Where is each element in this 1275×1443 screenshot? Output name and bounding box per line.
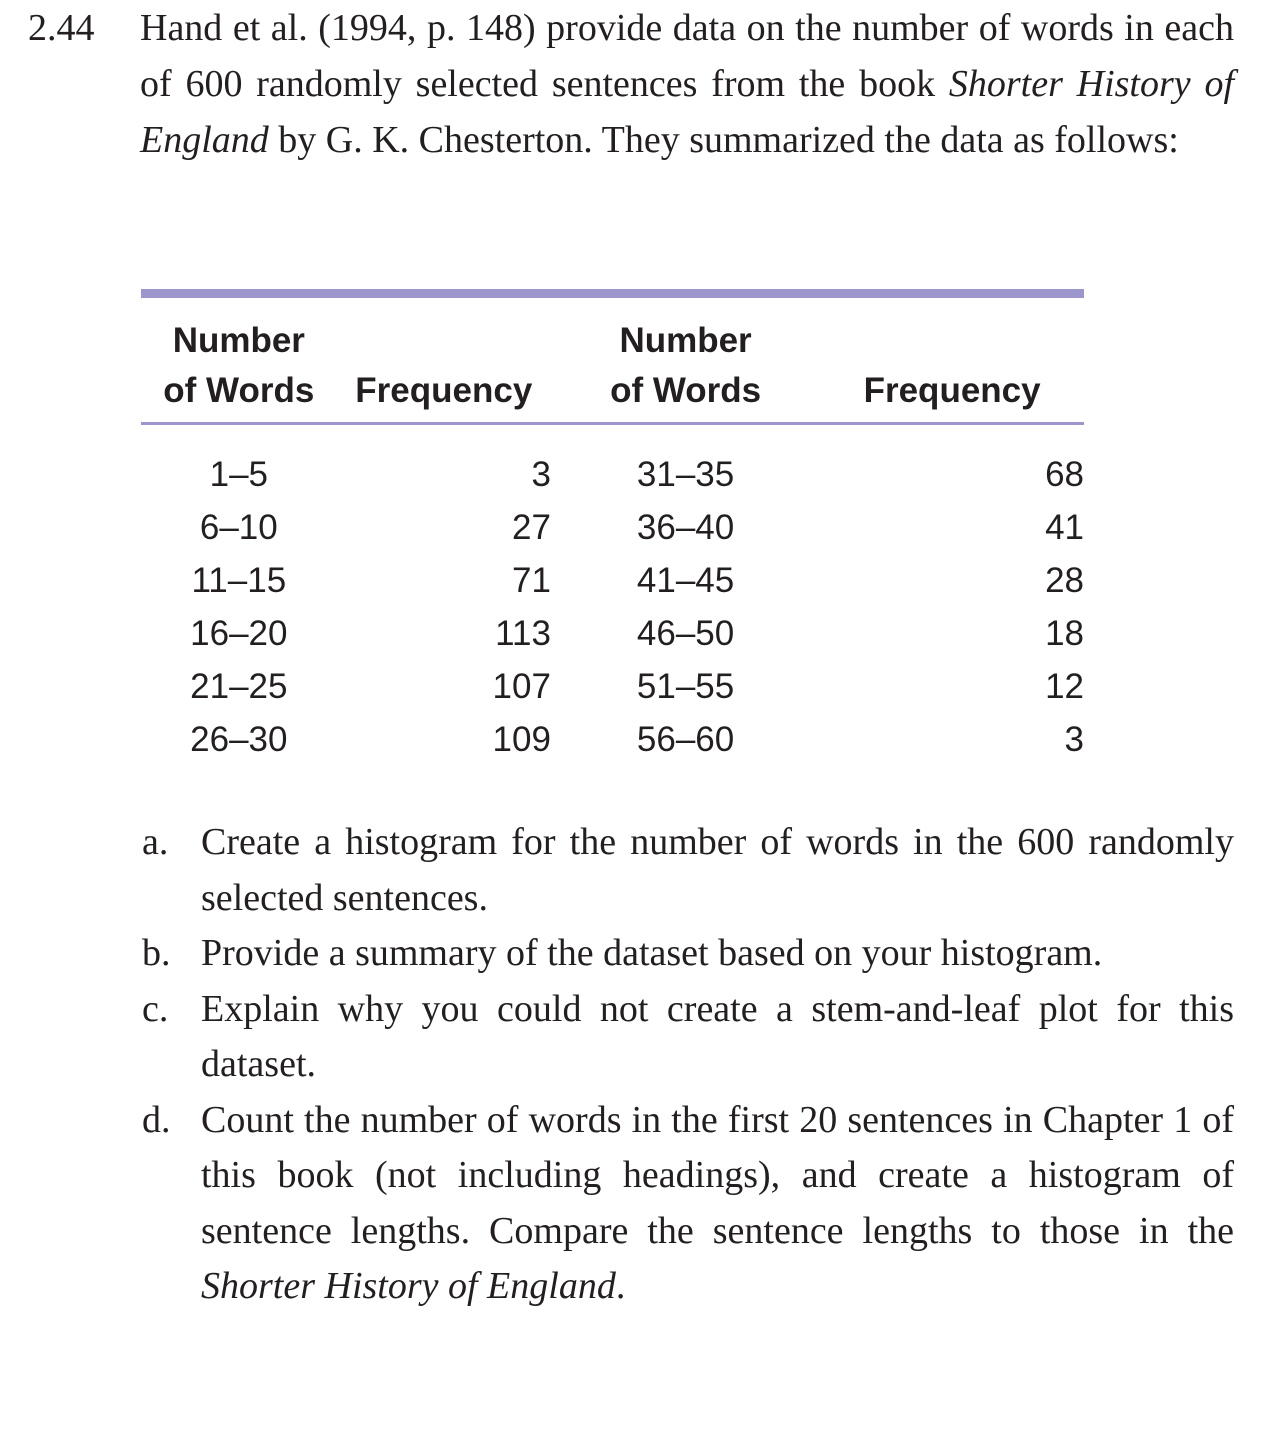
frequency-cell: 3 (531, 455, 551, 494)
frequency-cell: 28 (1045, 561, 1084, 600)
header-number-of-words-right: Number of Words (551, 298, 820, 424)
table-top-rule (141, 289, 1084, 298)
frequency-table (141, 289, 1084, 766)
exercise-part (140, 1093, 1234, 1315)
table-body (141, 424, 1084, 767)
frequency-cell: 41 (1045, 508, 1084, 547)
table-row (141, 660, 1084, 713)
frequency-cell: 27 (512, 508, 551, 547)
table-header-row (141, 298, 1084, 424)
words-range-cell: 31–35 (636, 455, 735, 494)
frequency-cell-wrap (337, 501, 551, 554)
table-row (141, 424, 1084, 502)
frequency-cell-wrap (820, 713, 1084, 766)
frequency-cell-wrap (337, 713, 551, 766)
table-row (141, 713, 1084, 766)
frequency-cell-wrap (337, 660, 551, 713)
table-row (141, 607, 1084, 660)
book-title: Shorter History of England (140, 63, 1234, 161)
frequency-cell: 18 (1045, 614, 1084, 653)
exercise-parts (140, 815, 1234, 1315)
words-range-cell: 6–10 (199, 508, 278, 547)
part-label: d. (142, 1098, 171, 1141)
words-range-cell: 46–50 (636, 614, 735, 653)
words-range-cell: 11–15 (191, 561, 287, 600)
exercise-number: 2.44 (28, 7, 95, 49)
exercise-part (140, 815, 1234, 926)
part-book-title: Shorter History of England (201, 1265, 616, 1307)
frequency-cell-wrap (820, 424, 1084, 502)
part-label: c. (142, 987, 169, 1030)
part-text: Provide a summary of the dataset based on your histogram. (201, 932, 1103, 974)
part-text-end: . (615, 1265, 626, 1307)
frequency-cell: 3 (1064, 720, 1084, 759)
words-range-cell: 41–45 (636, 561, 735, 600)
frequency-cell-wrap (820, 660, 1084, 713)
table-row (141, 501, 1084, 554)
part-label: a. (142, 821, 169, 863)
intro-text-start: Hand et al. (1994, p. 148) provide data on the number of words in each of 600 randomly selected sentences from the book (140, 7, 1234, 105)
exercise-part (140, 926, 1234, 982)
words-range-cell: 26–30 (190, 720, 288, 759)
frequency-cell: 113 (495, 614, 551, 653)
exercise-intro (140, 0, 1234, 168)
exercise-part (140, 982, 1234, 1093)
frequency-cell: 71 (512, 561, 551, 600)
words-range-cell: 1–5 (209, 455, 269, 494)
words-range-cell: 21–25 (190, 667, 288, 706)
frequency-cell-wrap (820, 607, 1084, 660)
frequency-cell: 109 (492, 720, 551, 759)
words-range-cell: 16–20 (190, 614, 288, 653)
frequency-cell-wrap (337, 554, 551, 607)
frequency-cell: 68 (1045, 455, 1084, 494)
intro-text-end: by G. K. Chesterton. They summarized the data as follows: (268, 119, 1179, 161)
frequency-cell: 12 (1045, 667, 1084, 706)
frequency-cell-wrap (820, 554, 1084, 607)
table-row (141, 554, 1084, 607)
part-text: Count the number of words in the first 20 sentences in Chapter 1 of this book (not including headings), and create a histogram of sentence lengths. Compare the sentence lengths to those in the (201, 1098, 1234, 1252)
header-number-of-words-left: Number of Words (141, 298, 337, 424)
part-text: Explain why you could not create a stem-and-leaf plot for this dataset. (201, 987, 1234, 1085)
header-frequency-left: Frequency (337, 298, 551, 424)
header-frequency-right: Frequency (820, 298, 1084, 424)
words-range-cell: 56–60 (636, 720, 735, 759)
frequency-cell-wrap (820, 501, 1084, 554)
frequency-cell-wrap (337, 424, 551, 502)
part-label: b. (142, 932, 171, 974)
frequency-cell-wrap (337, 607, 551, 660)
words-range-cell: 51–55 (636, 667, 735, 706)
part-text: Create a histogram for the number of words in the 600 randomly selected sentences. (201, 821, 1234, 919)
frequency-cell: 107 (492, 667, 551, 706)
words-range-cell: 36–40 (636, 508, 735, 547)
